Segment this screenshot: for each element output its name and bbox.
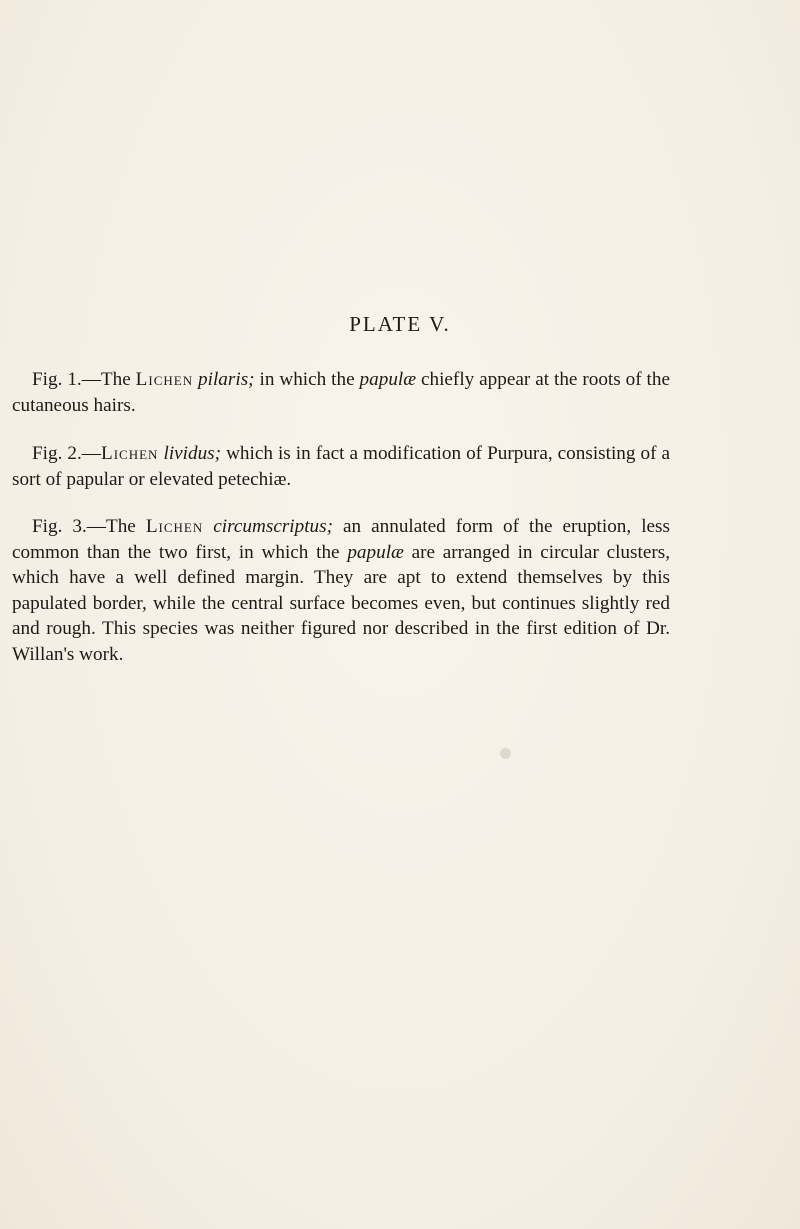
figure-3-paragraph [12, 514, 670, 667]
figure-3-genus: Lichen [145, 516, 204, 537]
paper-stain [500, 748, 511, 759]
figure-1-lead: Fig. 1.—The [32, 369, 136, 390]
figure-1-species: pilaris; [198, 369, 255, 390]
plate-title: PLATE V. [349, 312, 451, 336]
figure-3-term: papulæ [347, 541, 404, 563]
figure-2-paragraph [12, 441, 670, 492]
figure-3-description [12, 514, 670, 667]
figure-3-text-a: an annulated form of the eruption, less common than the two first, in which the [12, 516, 670, 563]
figure-2-lead: Fig. 2.— [32, 443, 101, 464]
figure-2-species: lividus; [163, 443, 222, 464]
figure-2-description [12, 441, 670, 492]
figure-1-text-b: chiefly appear at the roots of the cutaneous hairs. [12, 369, 671, 416]
figure-2-genus: Lichen [101, 443, 159, 464]
figure-3-species: circumscriptus; [213, 516, 334, 537]
figure-1-term: papulæ [359, 369, 417, 390]
figure-1-paragraph [12, 367, 670, 418]
figure-1-genus: Lichen [135, 369, 194, 390]
figure-1-description [12, 367, 670, 418]
figure-1-text-a: in which the [254, 369, 360, 390]
figure-3-text-b: are arranged in circular clusters, which have a well defined margin. They are apt to extend themselves by this papulated border, while the central surface becomes even, but continues slightly red and rough. This species was neither figured nor described in the first edition of Dr. Willan's work. [12, 541, 670, 665]
figure-3-lead: Fig. 3.—The [32, 516, 146, 537]
figure-2-text-a: which is in fact a modification of Purpura, consisting of a sort of papular or elevated petechiæ. [12, 443, 671, 490]
